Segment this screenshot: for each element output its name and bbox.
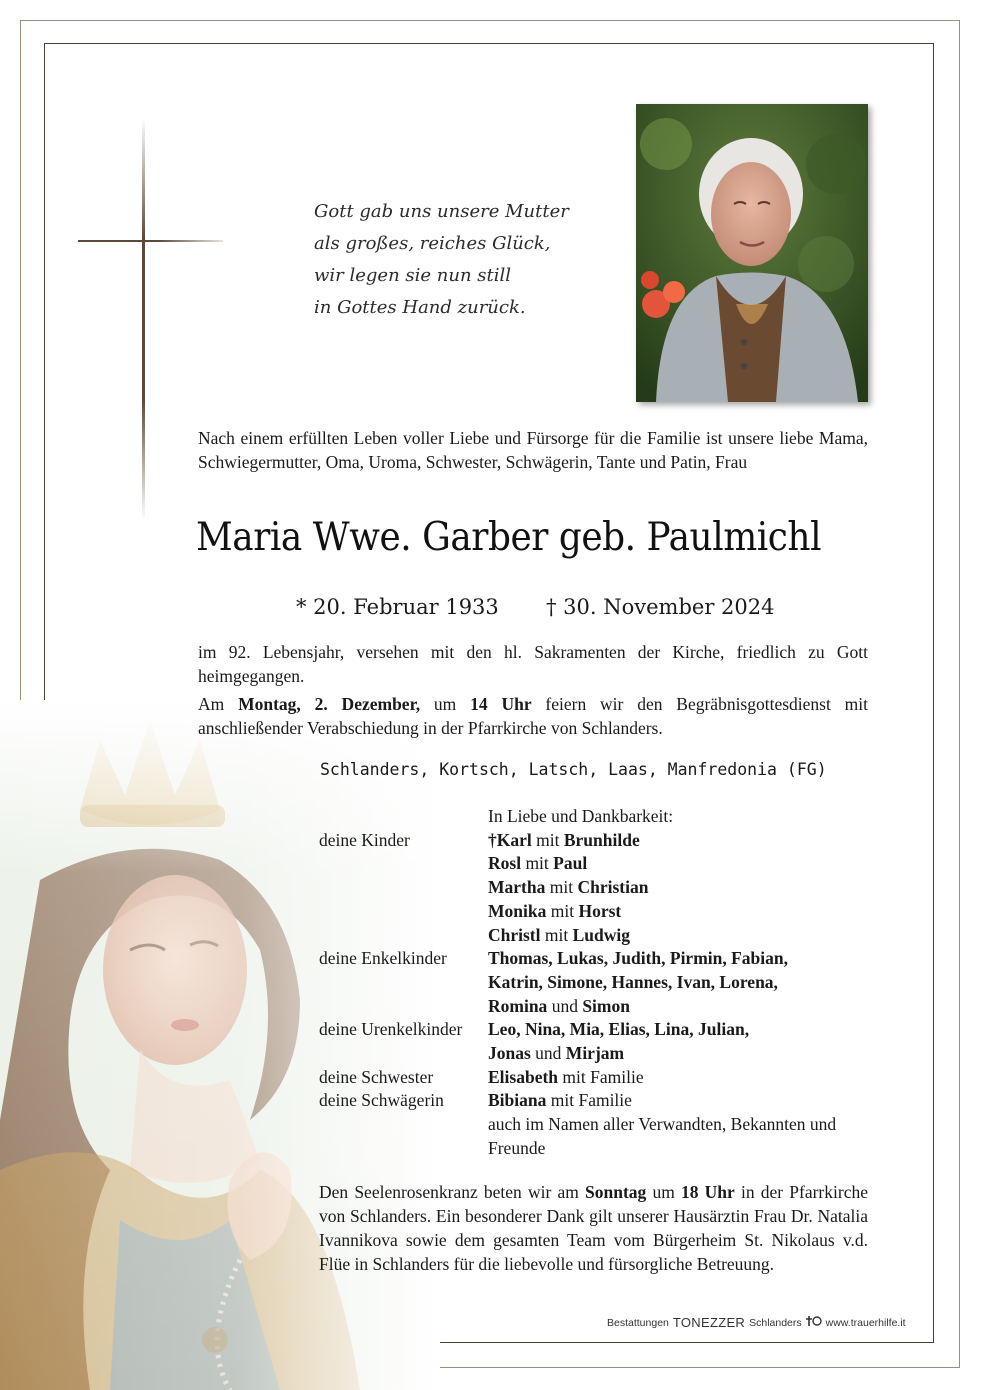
footer-brand: TONEZZER [672, 1315, 746, 1330]
list-item: Leo, Nina, Mia, Elias, Lina, Julian, [488, 1019, 750, 1040]
death-date: † 30. November 2024 [546, 595, 775, 619]
list-item: Bibiana mit Familie [488, 1090, 632, 1111]
family-label: deine Schwägerin [319, 1090, 444, 1111]
family-label: deine Schwester [319, 1066, 434, 1087]
list-item: Jonas und Mirjam [488, 1043, 625, 1064]
list-item: Rosl mit Paul [488, 853, 588, 874]
age-text: im 92. Lebensjahr, versehen mit den hl. Sakramenten der Kirche, friedlich zu Gott heimgegangen. [198, 642, 868, 686]
thanks-line: In Liebe und Dankbarkeit: [488, 806, 674, 826]
list-item: Romina und Simon [488, 995, 630, 1016]
list-item: Elisabeth mit Familie [488, 1066, 644, 1087]
poem-line: in Gottes Hand zurück. [314, 297, 526, 318]
family-group-schwester [319, 1066, 879, 1090]
birth-date: * 20. Februar 1933 [296, 595, 499, 619]
footer [607, 1314, 906, 1331]
list-item: Thomas, Lukas, Judith, Pirmin, Fabian, [488, 948, 789, 969]
poem-line: Gott gab uns unsere Mutter [314, 201, 569, 222]
family-label: deine Enkelkinder [319, 948, 447, 969]
cross-vertical [142, 118, 145, 520]
family-group-urenkel [319, 1018, 879, 1065]
list-item: Christl mit Ludwig [488, 924, 630, 945]
family-label: deine Kinder [319, 829, 410, 850]
family-group-enkel [319, 947, 879, 1018]
family-label: deine Urenkelkinder [319, 1019, 463, 1040]
relatives-line: auch im Namen aller Verwandten, Bekannten und Freunde [488, 1114, 837, 1158]
closing-text: Den Seelenrosenkranz beten wir am Sonntag um 18 Uhr in der Pfarrkirche von Schlanders. Ein besonderer Dank gilt unserer Hausärztin Frau Dr. Natalia Ivannikova sowie dem gesamten Team vom Bürgerheim St. Nikolaus v.d. Flüe in Schlanders für die liebevolle und fürsorgliche Betreuung. [319, 1182, 868, 1274]
places-line: Schlanders, Kortsch, Latsch, Laas, Manfredonia (FG) [320, 760, 827, 779]
footer-prefix: Bestattungen [607, 1316, 669, 1329]
list-item: †Karl mit Brunhilde [488, 829, 640, 850]
deceased-name: Maria Wwe. Garber geb. Paulmichl [196, 515, 822, 560]
list-item: Monika mit Horst [488, 900, 622, 921]
family-group-kinder [319, 829, 879, 948]
funeral-text: Am Montag, 2. Dezember, um 14 Uhr feiern wir den Begräbnisgottesdienst mit anschließender Verabschiedung in der Pfarrkirche von Schlanders. [198, 694, 868, 738]
cross-horizontal [78, 240, 223, 242]
poem-line: als großes, reiches Glück, [314, 233, 551, 254]
poem [314, 196, 614, 324]
logo-icon [806, 1314, 822, 1331]
list-item: Martha mit Christian [488, 877, 649, 898]
family-group-schwaegerin [319, 1089, 879, 1160]
portrait-photo [636, 104, 868, 402]
poem-line: wir legen sie nun still [314, 265, 511, 286]
footer-website[interactable]: www.trauerhilfe.it [825, 1316, 906, 1329]
footer-town: Schlanders [749, 1316, 802, 1329]
family-list [319, 805, 879, 1161]
list-item: Katrin, Simone, Hannes, Ivan, Lorena, [488, 971, 778, 992]
intro-text: Nach einem erfüllten Leben voller Liebe und Fürsorge für die Familie ist unsere liebe Mama, Schwiegermutter, Oma, Uroma, Schwester, Schwägerin, Tante und Patin, Frau [198, 428, 868, 472]
